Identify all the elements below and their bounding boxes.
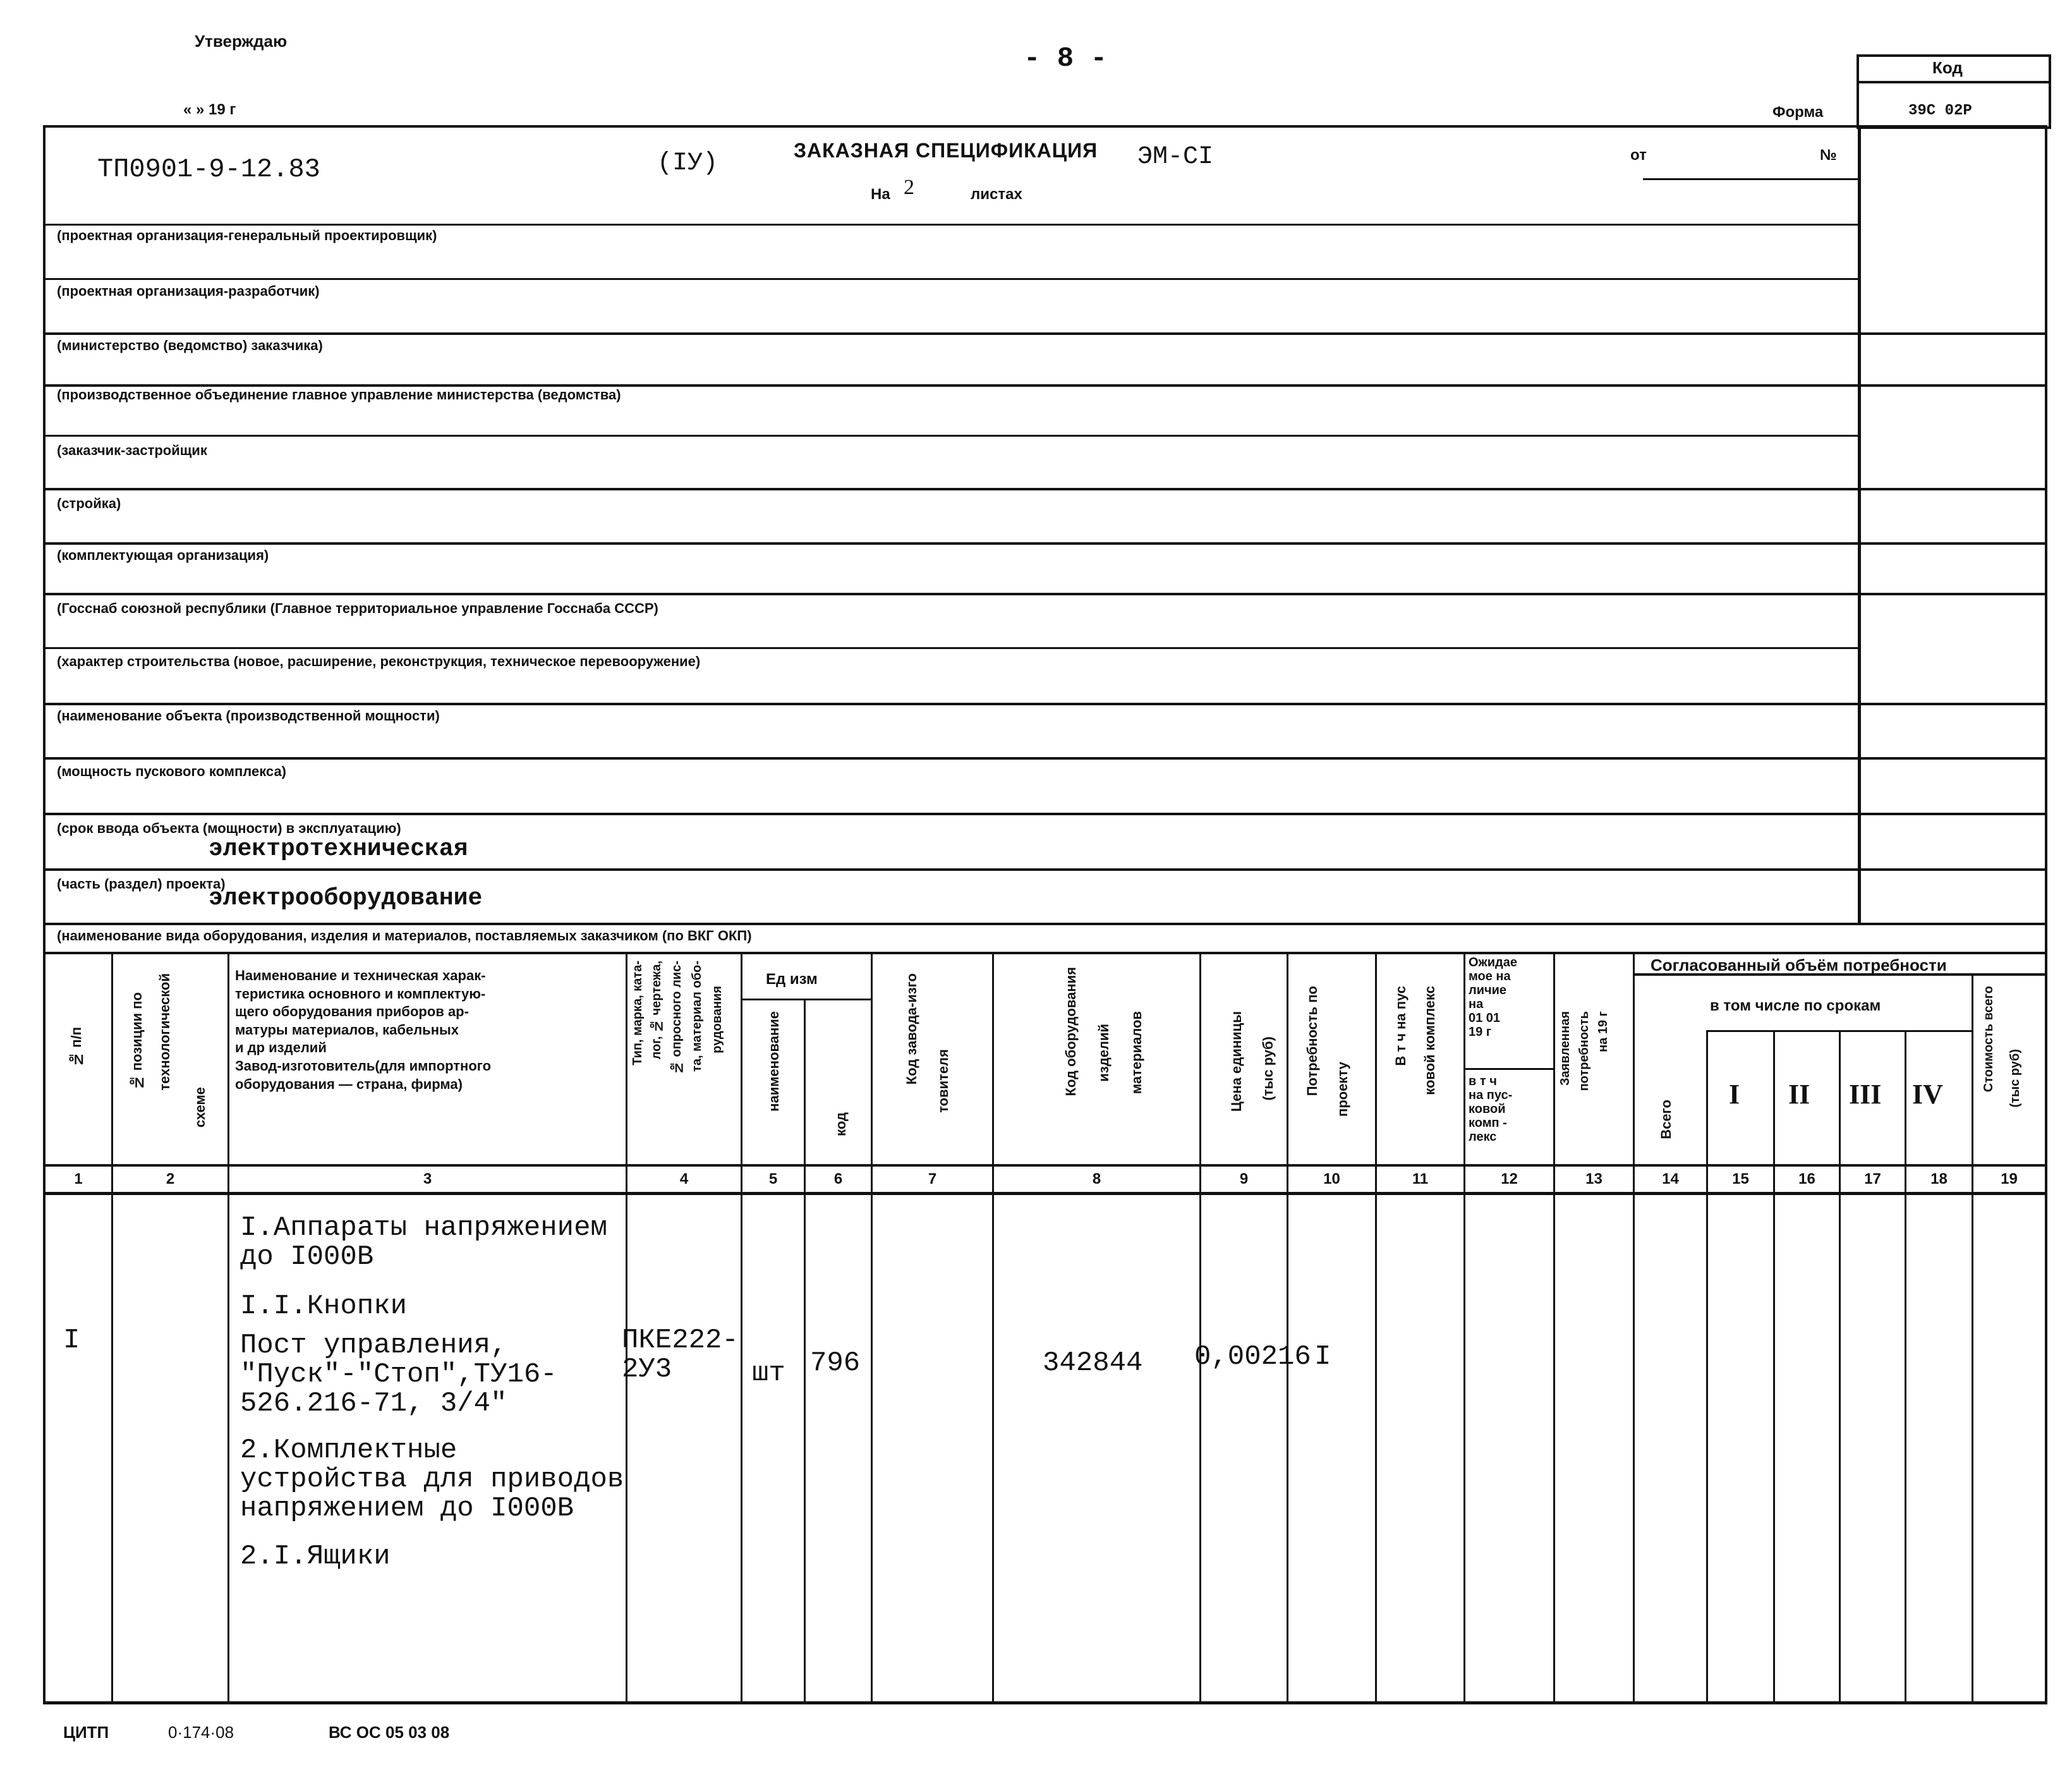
col7-header-b: товителя xyxy=(935,1049,951,1113)
row-label: (производственное объединение главное управление министерства (ведомства) xyxy=(57,387,621,403)
col2-header-c: схеме xyxy=(192,1087,208,1128)
col19-header-b: (тыс руб) xyxy=(2008,1049,2022,1108)
row-rule xyxy=(43,593,2047,595)
col-line xyxy=(1905,1030,1906,1701)
col-number: 19 xyxy=(2001,1170,2018,1187)
quarter-4-header: IV xyxy=(1912,1079,1943,1110)
col-number: 5 xyxy=(768,1170,778,1187)
row-label: (мощность пускового комплекса) xyxy=(57,763,286,779)
volume-number: (IУ) xyxy=(657,149,718,178)
col-line xyxy=(1463,952,1465,1701)
col-number: 16 xyxy=(1798,1170,1815,1187)
sheets-count: 2 xyxy=(904,176,914,199)
from-line xyxy=(1643,178,1858,180)
frame-left xyxy=(43,125,45,1704)
col-number: 7 xyxy=(928,1170,937,1187)
col-number: 1 xyxy=(74,1170,83,1187)
header-bottom-rule xyxy=(43,1164,2047,1167)
code-box-label: Код xyxy=(1932,58,1963,77)
table-top-rule xyxy=(43,952,2047,954)
col2-header-a: № позиции по xyxy=(129,992,145,1091)
spec-title: ЗАКАЗНАЯ СПЕЦИФИКАЦИЯ xyxy=(794,139,1098,162)
col-line xyxy=(1199,952,1201,1701)
col9-header-a: Цена единицы xyxy=(1228,1011,1244,1112)
sheets-prefix: На xyxy=(871,186,890,203)
number-label: № xyxy=(1820,147,1837,164)
col10-header-b: проекту xyxy=(1335,1062,1350,1117)
row-rule xyxy=(43,488,2047,490)
col-line xyxy=(1839,1030,1841,1701)
document-code: ТП0901-9-12.83 xyxy=(97,154,320,185)
col-number: 4 xyxy=(679,1170,689,1187)
unit-name: шт xyxy=(752,1357,785,1389)
row-rule xyxy=(43,923,2047,925)
item-type: ПКЕ222-2У3 xyxy=(622,1325,739,1386)
frame-bottom xyxy=(43,1701,2047,1704)
row-label: (заказчик-застройщик xyxy=(57,442,207,458)
form-label: Форма xyxy=(1772,104,1824,121)
row-rule xyxy=(43,224,1860,226)
col14-header: Всего xyxy=(1658,1100,1674,1139)
frame-top xyxy=(43,125,2047,128)
row-label: (наименование вида оборудования, изделия и материалов, поставляемых заказчиком (по ВКГ ОКП) xyxy=(57,928,752,944)
col8-header-a: Код оборудования xyxy=(1063,967,1079,1096)
col-number: 2 xyxy=(166,1170,175,1187)
col-number: 6 xyxy=(833,1170,843,1187)
row-rule xyxy=(43,813,2047,815)
col-line xyxy=(227,952,229,1701)
footer-order: 0·174·08 xyxy=(168,1723,234,1742)
footer-org: ЦИТП xyxy=(63,1723,109,1742)
subsection-2-1: 2.I.Ящики xyxy=(240,1541,391,1572)
sheets-suffix: листах xyxy=(971,186,1022,203)
row-label: (министерство (ведомство) заказчика) xyxy=(57,337,323,353)
row-rule xyxy=(43,703,2047,705)
row-label: (наименование объекта (производственной мощности) xyxy=(57,708,440,724)
col-line xyxy=(1706,1030,1708,1701)
quarter-1-header: I xyxy=(1729,1079,1740,1110)
frame-right xyxy=(2045,125,2047,1704)
col-number: 12 xyxy=(1501,1170,1518,1187)
row-label: (характер строительства (новое, расширение, реконструкция, техническое перевооружение) xyxy=(57,653,701,669)
row-label: (проектная организация-разработчик) xyxy=(57,283,320,299)
col-line xyxy=(1972,973,1973,1701)
row-rule xyxy=(43,647,1860,649)
row-rule xyxy=(43,278,1860,280)
col19-header-a: Стоимость всего xyxy=(1982,986,1996,1093)
col4-header: Тип, марка, ката- лог, № чертежа, № опросного лис- та, материал обо- рудования xyxy=(631,961,724,1075)
project-quantity: I xyxy=(1314,1341,1331,1373)
approve-label: Утверждаю xyxy=(195,32,288,51)
col11-header-a: В т ч на пус xyxy=(1393,986,1409,1066)
row-label: (стройка) xyxy=(57,495,121,511)
col-number: 18 xyxy=(1930,1170,1948,1187)
col6-header: код xyxy=(833,1112,849,1136)
col7-header-a: Код завода-изго xyxy=(904,973,919,1085)
col9-header-b: (тыс руб) xyxy=(1260,1036,1276,1101)
row-label: (срок ввода объекта (мощности) в эксплуатацию) xyxy=(57,820,401,836)
row-rule xyxy=(43,542,2047,545)
row-rule xyxy=(43,757,2047,760)
col3-header: Наименование и техническая харак- теристика основного и комплектую- щего оборудования приборов ар- матуры материалов, кабельных и др изделий Завод-изготовитель(для импортного оборудования — страна, фирма) xyxy=(235,968,492,1092)
col5-header: наименование xyxy=(766,1011,782,1112)
col-line xyxy=(1553,952,1555,1701)
col-number: 10 xyxy=(1323,1170,1340,1187)
col-line xyxy=(111,952,113,1701)
footer-code: ВС ОС 05 03 08 xyxy=(329,1723,450,1742)
c12-split-rule xyxy=(1463,1068,1553,1070)
col-number: 14 xyxy=(1662,1170,1679,1187)
col11-header-b: ковой комплекс xyxy=(1422,986,1438,1095)
by-terms-header: в том числе по срокам xyxy=(1710,997,1881,1014)
col8-header-c: материалов xyxy=(1129,1011,1144,1095)
unit-group-header: Ед изм xyxy=(766,971,818,988)
col12-header: Ожидае мое на личие на 01 01 19 г xyxy=(1469,956,1517,1039)
col-number: 11 xyxy=(1412,1170,1429,1187)
row-rule xyxy=(43,332,2047,335)
agreed-group-header: Согласованный объём потребности xyxy=(1651,956,1947,975)
row-rule xyxy=(43,868,2047,871)
col10-header-a: Потребность по xyxy=(1304,986,1320,1096)
col-line xyxy=(1633,952,1635,1701)
col13-header: Заявленная потребность на 19 г xyxy=(1558,1011,1610,1091)
numbers-bottom-rule xyxy=(43,1192,2047,1195)
row-label: (Госснаб союзной республики (Главное территориальное управление Госснаба СССР) xyxy=(57,600,658,616)
col-line xyxy=(1375,952,1377,1701)
row-label: (проектная организация-генеральный проектировщик) xyxy=(57,228,437,243)
unit-group-rule xyxy=(741,999,871,1000)
quarter-3-header: III xyxy=(1849,1079,1882,1110)
equipment-kind-value: электрооборудование xyxy=(209,885,483,912)
col-number: 15 xyxy=(1732,1170,1749,1187)
section-1-title: I.Аппараты напряжением до I000В xyxy=(240,1212,607,1273)
row-label: (комплектующая организация) xyxy=(57,547,269,563)
quarter-2-header: II xyxy=(1788,1079,1810,1110)
row-label: (часть (раздел) проекта) xyxy=(57,876,226,892)
col-line xyxy=(871,952,873,1701)
section-2-title: 2.Комплектные устройства для приводов напряжением до I000В xyxy=(240,1435,624,1525)
col8-header-b: изделий xyxy=(1096,1024,1112,1082)
col-number: 3 xyxy=(423,1170,432,1187)
terms-rule xyxy=(1706,1030,1972,1032)
col12-launch-header: в т ч на пус- ковой комп - лекс xyxy=(1469,1074,1513,1144)
equipment-code: 342844 xyxy=(1043,1347,1143,1379)
row-number: I xyxy=(63,1325,80,1356)
col-line xyxy=(1287,952,1288,1701)
col-number: 8 xyxy=(1092,1170,1101,1187)
code-box-divider xyxy=(1857,81,2049,83)
item-name: Пост управления, "Пуск"-"Стоп",ТУ16-526.216-71, 3/4" xyxy=(240,1330,557,1420)
code-column-line xyxy=(1858,125,1861,925)
unit-price: 0,00216 xyxy=(1194,1341,1311,1373)
col-number: 17 xyxy=(1864,1170,1881,1187)
approve-date-line: « » 19 г xyxy=(183,101,236,118)
form-code: 39С 02Р xyxy=(1908,102,1972,119)
page-number: - 8 - xyxy=(1024,43,1108,75)
from-label: от xyxy=(1630,147,1647,164)
project-part-value: электротехническая xyxy=(209,835,468,863)
col-line xyxy=(1773,1030,1775,1701)
col-line xyxy=(804,999,806,1701)
spec-code: ЭМ-СI xyxy=(1137,143,1214,171)
unit-code: 796 xyxy=(810,1347,861,1379)
col1-header: № п/п xyxy=(68,1027,84,1067)
col-number: 13 xyxy=(1585,1170,1602,1187)
subsection-1-1: I.I.Кнопки xyxy=(240,1290,408,1322)
row-rule xyxy=(43,435,1860,437)
col-number: 9 xyxy=(1239,1170,1249,1187)
col2-header-b: технологической xyxy=(157,973,173,1091)
col-line xyxy=(992,952,994,1701)
